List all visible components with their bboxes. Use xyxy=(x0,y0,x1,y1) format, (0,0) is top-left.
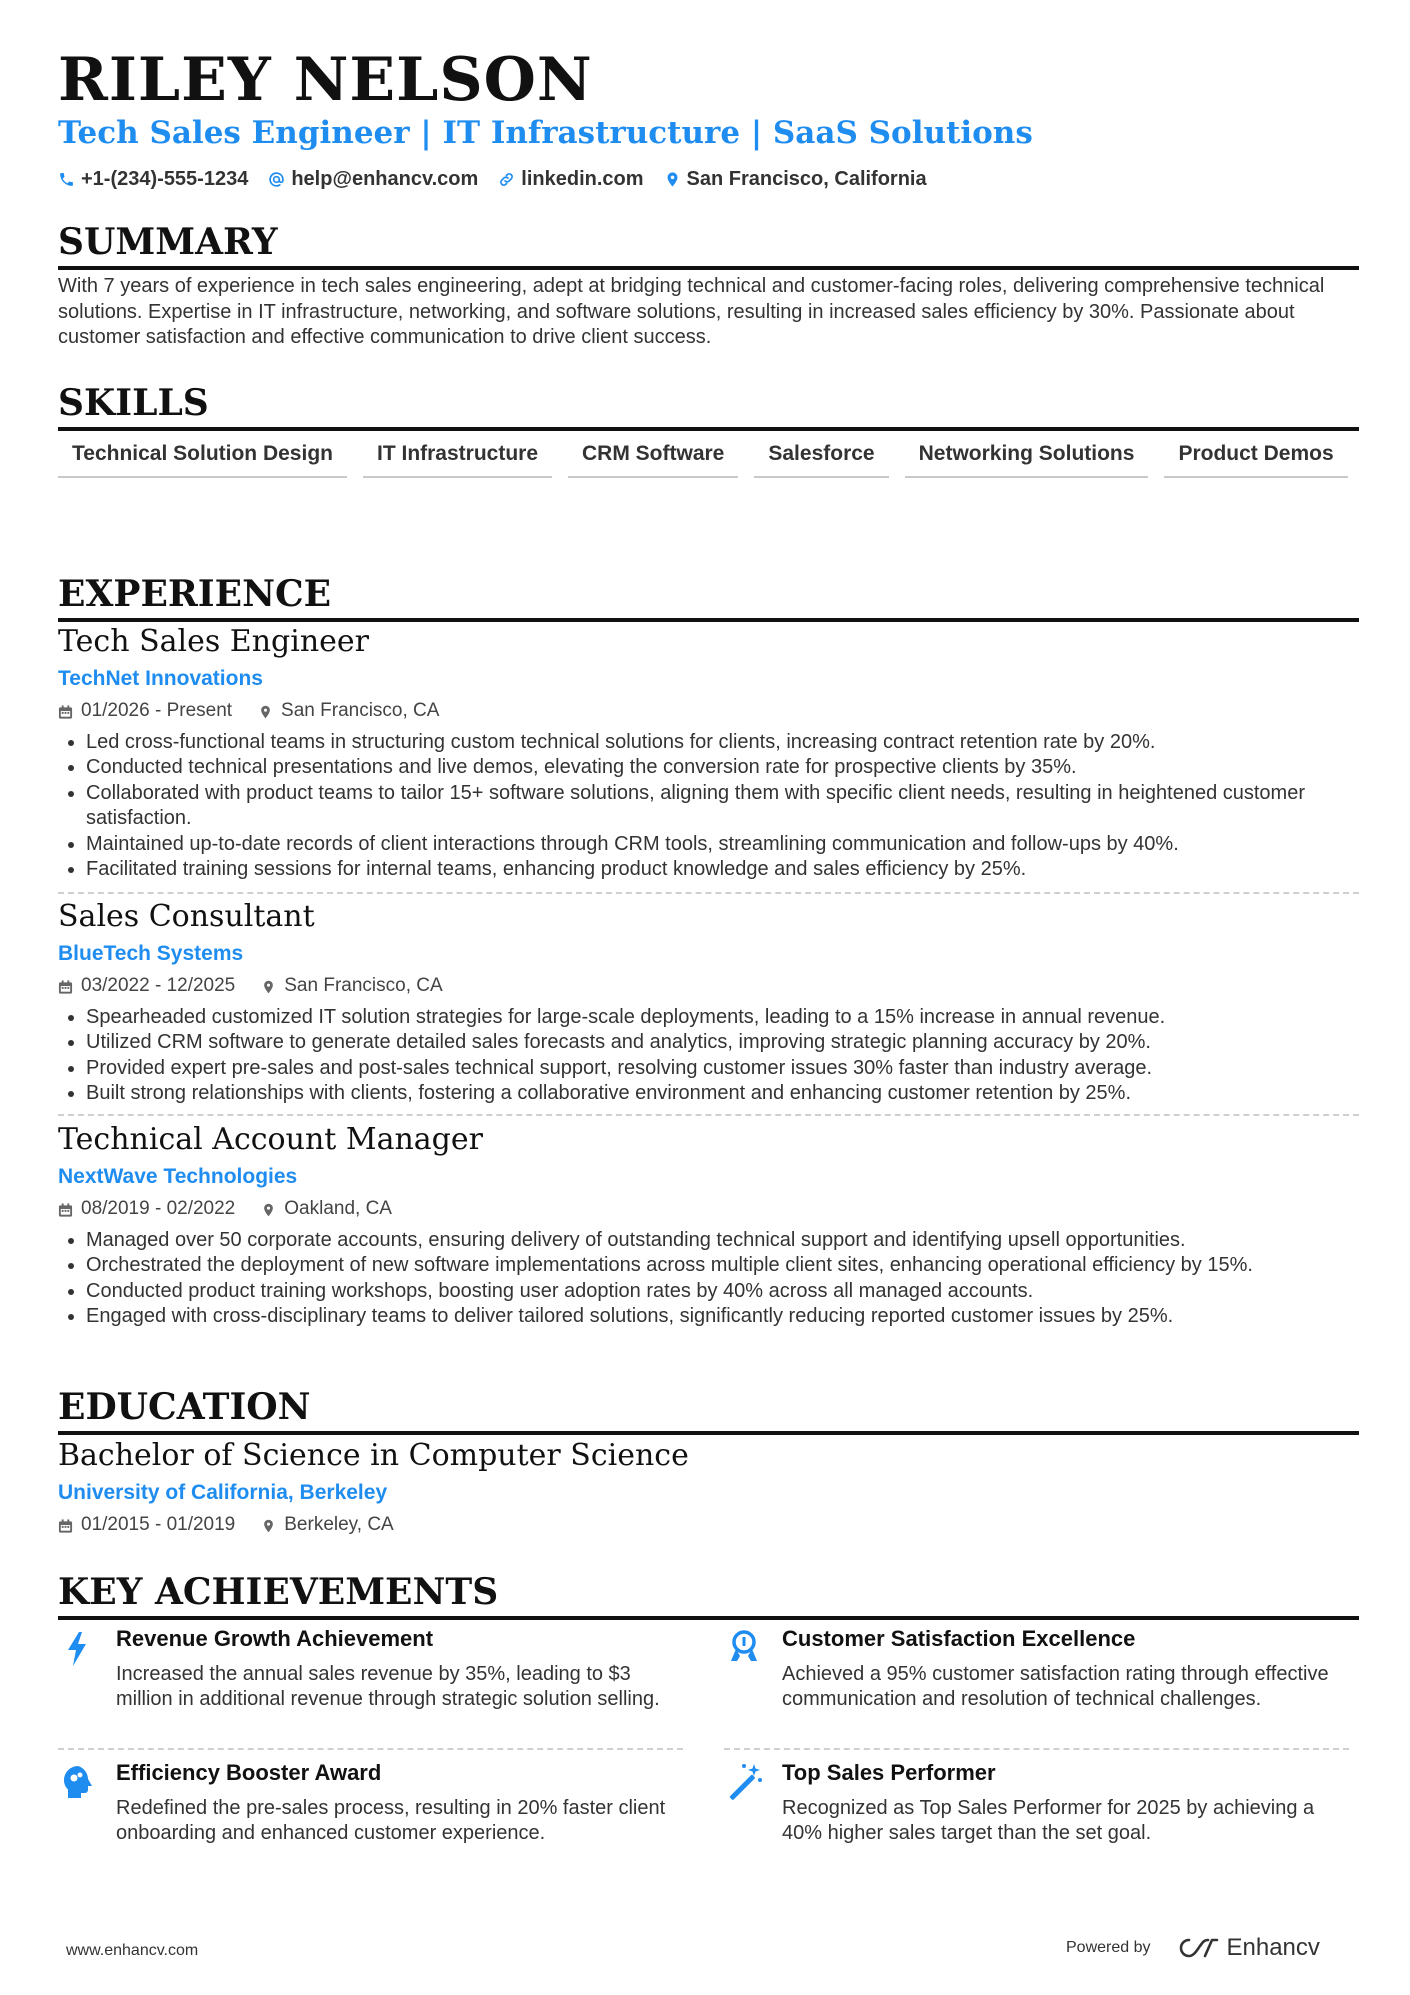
headline: Tech Sales Engineer | IT Infrastructure | SaaS Solutions xyxy=(58,115,1033,151)
bullet-item: • Managed over 50 corporate accounts, ensuring delivery of outstanding technical support and identifying upsell opportunities. xyxy=(86,1228,1359,1253)
skill-tag: CRM Software xyxy=(568,432,738,478)
achievement-title: Top Sales Performer xyxy=(782,1760,996,1785)
calendar-icon xyxy=(58,979,73,995)
job-dates-text: 03/2022 - 12/2025 xyxy=(81,975,236,997)
education-heading: EDUCATION xyxy=(58,1389,1359,1435)
location-pin-icon xyxy=(664,171,681,188)
job-bullets xyxy=(58,1228,1359,1330)
enhancv-logo[interactable] xyxy=(1175,1934,1320,1962)
contact-email[interactable] xyxy=(268,168,478,191)
skill-tag: Salesforce xyxy=(754,432,888,478)
powered-by-label: Powered by xyxy=(1066,1939,1151,1956)
entry-divider xyxy=(724,1748,1349,1750)
bullet-item: • Facilitated training sessions for internal teams, enhancing product knowledge and sales efficiency by 25%. xyxy=(86,857,1359,882)
job-location xyxy=(261,974,442,999)
achievement-desc: Increased the annual sales revenue by 35%, leading to $3 million in additional revenue through strategic solution selling. xyxy=(116,1663,660,1711)
summary-text: With 7 years of experience in tech sales engineering, adept at bridging technical and customer-facing roles, delivering comprehensive technical solutions. Expertise in IT infrastructure, networking, and software solutions, resulting in increased sales efficiency by 30%. Passionate about customer satisfaction and effective communication to drive client success. xyxy=(58,275,1325,349)
job-entry xyxy=(58,899,1359,1107)
job-dates-text: 08/2019 - 02/2022 xyxy=(81,1198,236,1220)
job-location-text: San Francisco, CA xyxy=(281,700,440,722)
skill-tag: Networking Solutions xyxy=(905,432,1149,478)
job-dates xyxy=(58,974,235,999)
degree-title: Bachelor of Science in Computer Science xyxy=(58,1438,689,1473)
entry-divider xyxy=(58,1748,683,1750)
job-entry xyxy=(58,624,1359,882)
footer-website-link[interactable]: www.enhancv.com xyxy=(66,1942,199,1959)
job-title: Technical Account Manager xyxy=(58,1122,483,1157)
contact-phone[interactable] xyxy=(58,168,248,191)
candidate-name: RILEY NELSON xyxy=(58,45,593,115)
enhancv-logo-icon xyxy=(1175,1936,1219,1960)
brand-name: Enhancv xyxy=(1226,1934,1320,1961)
bullet-item: • Orchestrated the deployment of new software implementations across multiple client sites, enhancing operational efficiency by 15%. xyxy=(86,1253,1359,1278)
magic-wand-icon xyxy=(724,1762,764,1802)
calendar-icon xyxy=(58,1202,73,1218)
experience-heading: EXPERIENCE xyxy=(58,576,1359,622)
phone-text: +1-(234)-555-1234 xyxy=(81,168,249,190)
job-location-text: Oakland, CA xyxy=(284,1198,392,1220)
skill-tag: Product Demos xyxy=(1164,432,1347,478)
contact-linkedin[interactable] xyxy=(498,168,643,191)
job-dates xyxy=(58,699,232,724)
summary-heading: SUMMARY xyxy=(58,224,1359,270)
achievement-title: Revenue Growth Achievement xyxy=(116,1626,434,1651)
education-location-text: Berkeley, CA xyxy=(284,1514,394,1536)
calendar-icon xyxy=(58,704,73,720)
location-pin-icon xyxy=(261,1518,276,1534)
job-bullets xyxy=(58,730,1359,882)
achievement-title: Efficiency Booster Award xyxy=(116,1760,382,1785)
job-location xyxy=(258,699,439,724)
location-pin-icon xyxy=(261,979,276,995)
job-location-text: San Francisco, CA xyxy=(284,975,443,997)
education-entry xyxy=(58,1438,1359,1538)
bullet-item: • Built strong relationships with clients, fostering a collaborative environment and enhancing customer retention by 25%. xyxy=(86,1081,1359,1106)
job-meta xyxy=(58,1197,1359,1222)
entry-divider xyxy=(58,1114,1359,1116)
job-dates-text: 01/2026 - Present xyxy=(81,700,233,722)
achievements-heading: KEY ACHIEVEMENTS xyxy=(58,1574,1359,1620)
bullet-item: • Conducted technical presentations and live demos, elevating the conversion rate for prospective clients by 35%. xyxy=(86,755,1359,780)
achievement-desc: Redefined the pre-sales process, resulting in 20% faster client onboarding and enhanced customer experience. xyxy=(116,1797,666,1845)
location-text: San Francisco, California xyxy=(686,168,927,190)
contact-bar xyxy=(58,168,927,191)
job-entry xyxy=(58,1122,1359,1330)
job-title: Tech Sales Engineer xyxy=(58,624,370,659)
job-meta xyxy=(58,699,1359,724)
location-pin-icon xyxy=(258,704,273,720)
skill-tag: IT Infrastructure xyxy=(363,432,552,478)
lightning-icon xyxy=(58,1628,98,1668)
company-name[interactable]: BlueTech Systems xyxy=(58,942,244,965)
bullet-item: • Led cross-functional teams in structuring custom technical solutions for clients, increasing contract retention rate by 20%. xyxy=(86,730,1359,755)
education-dates-text: 01/2015 - 01/2019 xyxy=(81,1514,236,1536)
linkedin-text: linkedin.com xyxy=(521,168,644,190)
at-icon xyxy=(268,171,285,188)
company-name[interactable]: NextWave Technologies xyxy=(58,1165,298,1188)
contact-location xyxy=(664,168,927,191)
location-pin-icon xyxy=(261,1202,276,1218)
footer-branding xyxy=(1066,1934,1320,1962)
education-meta xyxy=(58,1513,1359,1538)
email-text: help@enhancv.com xyxy=(291,168,479,190)
job-bullets xyxy=(58,1005,1359,1107)
bullet-item: • Engaged with cross-disciplinary teams to deliver tailored solutions, significantly reducing reported customer issues by 25%. xyxy=(86,1304,1359,1329)
education-dates xyxy=(58,1513,235,1538)
bullet-item: • Collaborated with product teams to tailor 15+ software solutions, aligning them with specific client needs, resulting in heightened customer satisfaction. xyxy=(86,781,1359,832)
achievement-desc: Achieved a 95% customer satisfaction rating through effective communication and resolution of technical challenges. xyxy=(782,1663,1329,1711)
phone-icon xyxy=(58,171,75,188)
link-icon xyxy=(498,171,515,188)
skills-heading: SKILLS xyxy=(58,385,1359,431)
skill-tag: Technical Solution Design xyxy=(58,432,347,478)
calendar-icon xyxy=(58,1518,73,1534)
education-location xyxy=(261,1513,393,1538)
bullet-item: • Utilized CRM software to generate detailed sales forecasts and analytics, improving strategic planning accuracy by 20%. xyxy=(86,1030,1359,1055)
achievement-title: Customer Satisfaction Excellence xyxy=(782,1626,1136,1651)
school-name[interactable]: University of California, Berkeley xyxy=(58,1481,388,1504)
bullet-item: • Provided expert pre-sales and post-sales technical support, resolving customer issues 30% faster than industry average. xyxy=(86,1056,1359,1081)
job-title: Sales Consultant xyxy=(58,899,315,934)
skills-list xyxy=(58,432,1359,488)
company-name[interactable]: TechNet Innovations xyxy=(58,667,263,690)
bullet-item: • Spearheaded customized IT solution strategies for large-scale deployments, leading to a 15% increase in annual revenue. xyxy=(86,1005,1359,1030)
job-meta xyxy=(58,974,1359,999)
award-ribbon-icon xyxy=(724,1628,764,1668)
bullet-item: • Conducted product training workshops, boosting user adoption rates by 40% across all managed accounts. xyxy=(86,1279,1359,1304)
entry-divider xyxy=(58,892,1359,894)
job-location xyxy=(261,1197,392,1222)
bullet-item: • Maintained up-to-date records of client interactions through CRM tools, streamlining communication and follow-ups by 40%. xyxy=(86,832,1359,857)
job-dates xyxy=(58,1197,235,1222)
achievement-desc: Recognized as Top Sales Performer for 2025 by achieving a 40% higher sales target than the set goal. xyxy=(782,1797,1315,1845)
brain-head-icon xyxy=(58,1762,98,1802)
